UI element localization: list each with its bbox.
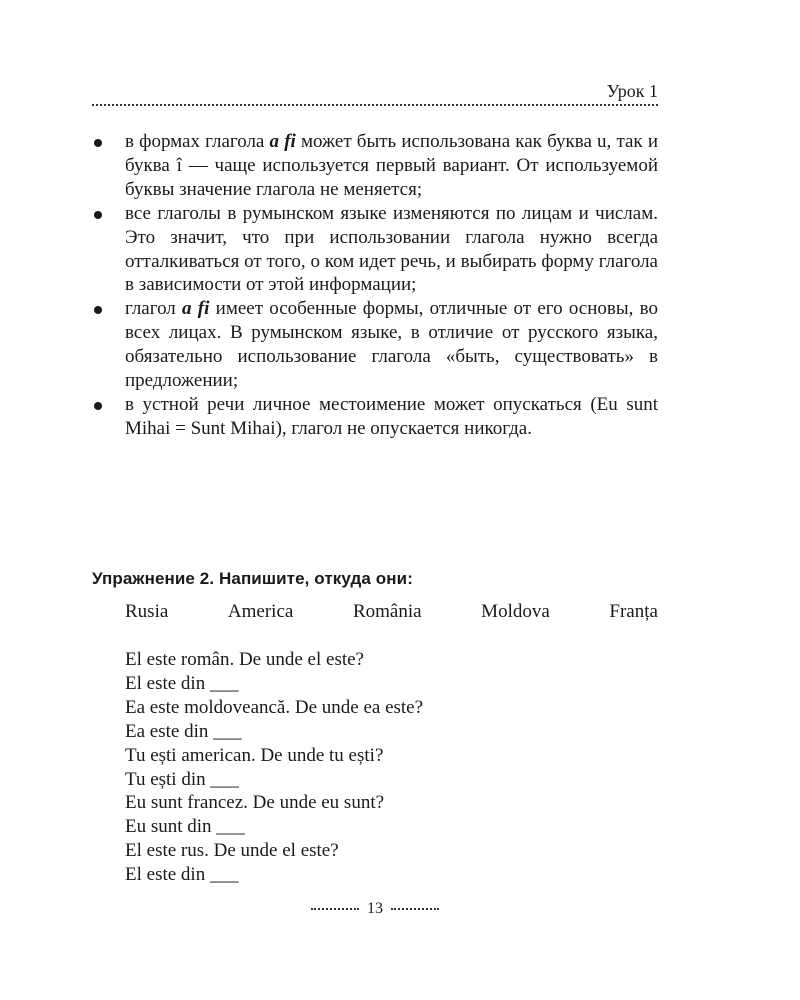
bullet-text: может быть использована как буква u, так и буква î — чаще используется первый вариант. От используемой буквы значение глагола не меняется;	[125, 131, 658, 200]
sentence-answer: Eu sunt din ___	[125, 816, 245, 838]
footer-dots-right	[391, 908, 439, 910]
exercise-title: Упражнение 2. Напишите, откуда они:	[92, 569, 413, 588]
sentence-answer: Ea este din ___	[125, 720, 242, 742]
bullet-text: глагол	[125, 298, 183, 320]
bullet-list	[92, 130, 658, 441]
country-word: America	[227, 601, 294, 622]
country-list	[125, 600, 658, 624]
verb-term: a fi	[269, 131, 296, 152]
bullet-item	[92, 202, 658, 298]
sentence-answer: Tu ești din ___	[125, 768, 239, 790]
page-header	[92, 80, 658, 102]
bullet-icon	[94, 306, 102, 314]
country-word: Moldova	[481, 601, 550, 622]
bullet-icon	[94, 402, 102, 410]
bullet-item	[92, 130, 658, 202]
sentence-question: Eu sunt francez. De unde eu sunt?	[125, 792, 385, 814]
header-divider	[92, 104, 658, 106]
sentence-question: El este rus. De unde el este?	[125, 840, 339, 862]
lesson-title: Урок 1	[606, 81, 658, 101]
bullet-icon	[94, 139, 102, 147]
verb-term: a fi	[182, 298, 210, 320]
sentence-question: El este român. De unde el este?	[125, 649, 364, 670]
country-word: România	[352, 601, 422, 622]
country-word: Franța	[609, 601, 658, 622]
page-footer	[0, 898, 750, 920]
bullet-item	[92, 297, 658, 393]
bullet-icon	[94, 211, 102, 219]
bullet-text: в устной речи личное местоимение может опускаться (Eu sunt Mihai = Sunt Mihai), глагол не опускается никогда.	[125, 393, 658, 439]
bullet-text: имеет особенные формы, отличные от его основы, во всех лицах. В румынском языке, в отличие от русского языка, обязательно использование глагола «быть, существовать» в предложении;	[125, 298, 658, 392]
sentence-answer: El este din ___	[125, 864, 239, 886]
exercise-sentences	[125, 648, 423, 887]
footer-dots-left	[311, 908, 359, 910]
sentence-question: Ea este moldoveancă. De unde ea este?	[125, 696, 424, 718]
bullet-text: в формах глагола	[125, 131, 270, 152]
bullet-item	[92, 393, 658, 441]
country-word: Rusia	[125, 601, 169, 622]
sentence-answer: El este din ___	[125, 672, 239, 694]
bullet-text: все глаголы в румынском языке изменяются по лицам и числам. Это значит, что при использовании глагола нужно всегда отталкиваться от того, о ком идет речь, и выбирать форму глагола в зависимости от этой информации;	[125, 202, 658, 296]
page-number: 13	[367, 900, 383, 917]
sentence-question: Tu ești american. De unde tu ești?	[125, 744, 384, 766]
